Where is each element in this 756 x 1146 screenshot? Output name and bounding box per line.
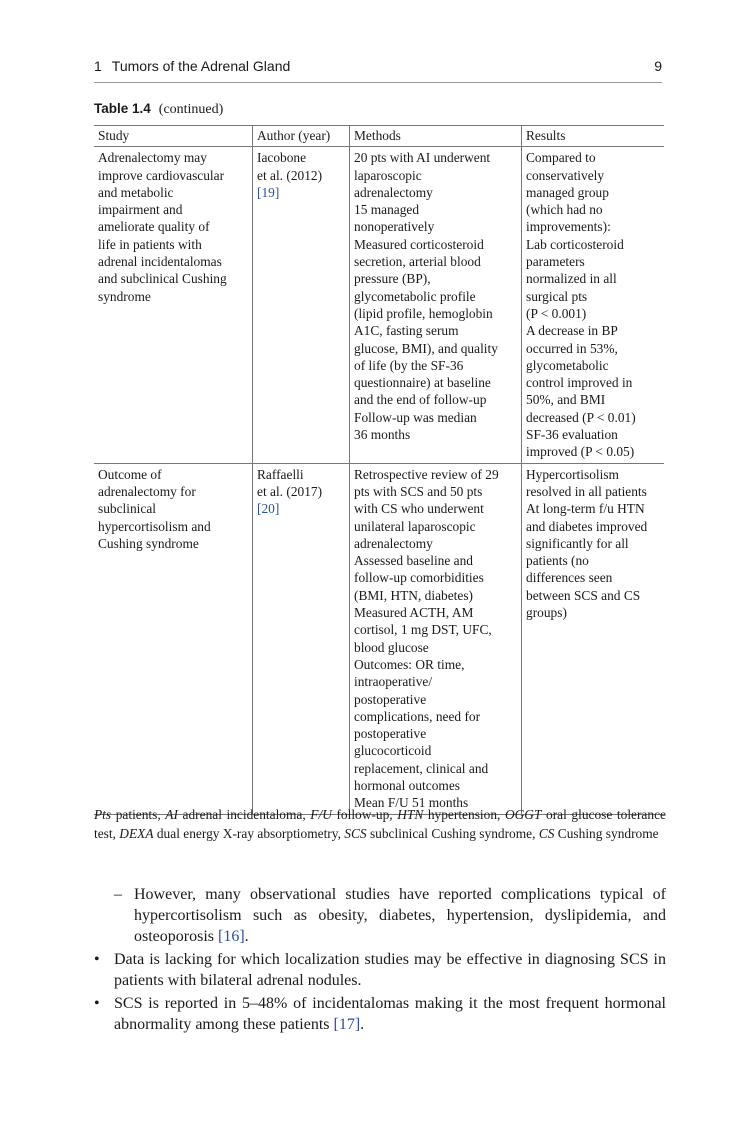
author-text: Raffaelli et al. (2017) <box>257 466 323 499</box>
studies-table <box>94 125 664 815</box>
results-cell: Hypercortisolism resolved in all patients At long-term f/u HTN and diabetes improved significantly for all patients (no differences seen between SCS and CS groups) <box>522 463 665 814</box>
table-footnote <box>94 806 666 843</box>
page-number: 9 <box>654 58 662 74</box>
methods-cell: Retrospective review of 29 pts with SCS and 50 pts with CS who underwent unilateral laparoscopic adrenalectomy Assessed baseline and follow-up comorbidities (BMI, HTN, diabetes) Measured ACTH, AM cortisol, 1 mg DST, UFC, blood glucose Outcomes: OR time, intraoperative/ postoperative complications, need for postoperative glucocorticoid replacement, clinical and hormonal outcomes Mean F/U 51 months <box>350 463 522 814</box>
results-cell: Compared to conservatively managed group (which had no improvements): Lab corticosteroid parameters normalized in all surgical pts (P < 0.001) A decrease in BP occurred in 53%, glycometabolic control improved in 50%, and BMI decreased (P < 0.01) SF-36 evaluation improved (P < 0.05) <box>522 147 665 463</box>
author-cell <box>253 463 350 814</box>
list-item <box>94 993 666 1035</box>
chapter-title: Tumors of the Adrenal Gland <box>111 58 291 74</box>
body-text <box>94 884 666 1037</box>
abbr-def: dual energy X-ray absorptiometry, <box>153 825 345 841</box>
reference-link[interactable]: [20] <box>257 501 280 517</box>
item-text: However, many observational studies have reported complications typical of hypercortisolism such as obesity, diabetes, hypertension, dyslipidemia, and osteoporosis <box>134 886 666 945</box>
table-row <box>94 463 664 814</box>
reference-link[interactable]: [17] <box>333 1016 361 1033</box>
abbr: OGGT <box>504 807 542 822</box>
abbr-def: adrenal incidentaloma, <box>177 807 311 822</box>
author-text: Iacobone et al. (2012) <box>257 150 323 183</box>
header-study: Study <box>94 126 253 147</box>
table-label: Table 1.4 <box>94 101 151 116</box>
list-item <box>94 884 666 947</box>
header-methods: Methods <box>350 126 522 147</box>
table-continued: (continued) <box>158 102 224 117</box>
abbr: Pts <box>94 807 112 822</box>
item-text: Data is lacking for which localization studies may be effective in diagnosing SCS in patients with bilateral adrenal nodules. <box>114 951 666 989</box>
methods-cell: 20 pts with AI underwent laparoscopic adrenalectomy 15 managed nonoperatively Measured corticosteroid secretion, arterial blood pressure (BP), glycometabolic profile (lipid profile, hemoglobin A1C, fasting serum glucose, BMI), and quality of life (by the SF-36 questionnaire) at baseline and the end of follow-up Follow-up was median 36 months <box>350 147 522 463</box>
bullet-marker: • <box>94 951 100 968</box>
study-cell: Outcome of adrenalectomy for subclinical hypercortisolism and Cushing syndrome <box>94 463 253 814</box>
abbr-def: patients, <box>111 807 166 822</box>
item-punct: . <box>244 928 249 945</box>
abbr: DEXA <box>119 825 154 841</box>
dash-marker: – <box>114 886 122 903</box>
reference-link[interactable]: [16] <box>218 928 245 945</box>
abbr: CS <box>538 825 555 841</box>
table-caption <box>94 101 223 118</box>
table-header-row <box>94 126 664 147</box>
study-cell: Adrenalectomy may improve cardiovascular and metabolic impairment and ameliorate quality of life in patients with adrenal incidentalomas and subclinical Cushing syndrome <box>94 147 253 463</box>
author-cell <box>253 147 350 463</box>
chapter-heading <box>94 58 290 74</box>
item-punct: . <box>360 1016 365 1033</box>
table-row <box>94 147 664 463</box>
item-text: SCS is reported in 5–48% of incidentalomas making it the most frequent hormonal abnormality among these patients <box>114 995 666 1033</box>
header-author-year: Author (year) <box>253 126 350 147</box>
abbr: F/U <box>310 807 332 822</box>
running-head <box>94 58 662 80</box>
reference-link[interactable]: [19] <box>257 184 280 200</box>
chapter-number: 1 <box>94 58 102 74</box>
header-rule <box>94 82 662 83</box>
abbr-def: Cushing syndrome <box>554 825 659 841</box>
abbr-def: follow-up, <box>331 807 398 822</box>
abbr-def: hypertension, <box>423 807 505 822</box>
abbr-def: oral glucose tolerance test, <box>94 807 666 841</box>
abbr: AI <box>165 807 178 822</box>
abbr-def: subclinical Cushing syndrome, <box>366 825 539 841</box>
abbr: HTN <box>397 807 424 822</box>
header-results: Results <box>522 126 665 147</box>
list-item <box>94 949 666 991</box>
abbr: SCS <box>344 825 367 841</box>
bullet-marker: • <box>94 995 100 1012</box>
